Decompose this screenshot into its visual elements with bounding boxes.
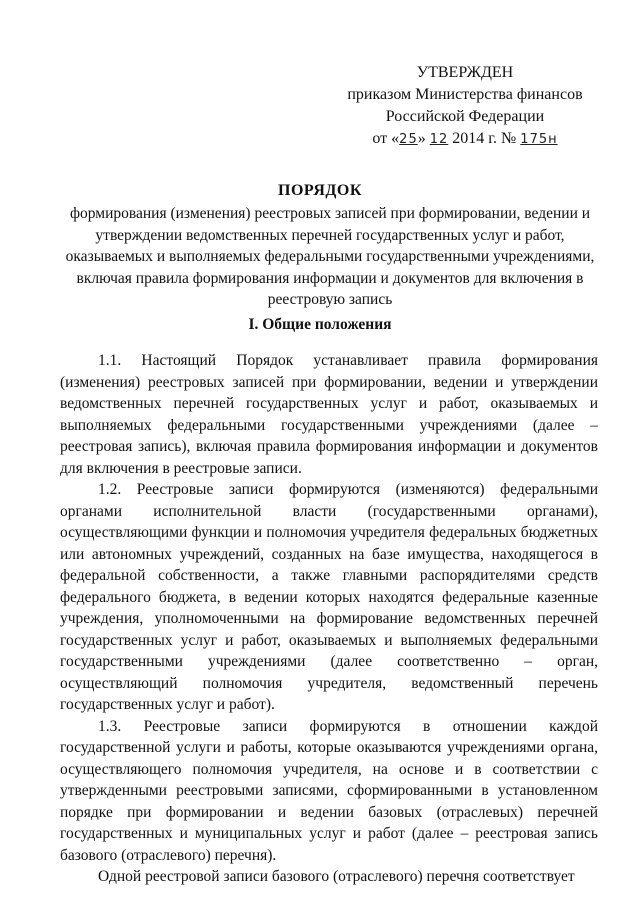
year-text: 2014 г. № [448, 130, 521, 147]
section-heading: I. Общие положения [248, 316, 392, 333]
document-title: ПОРЯДОК [278, 182, 362, 199]
approval-date-line [335, 128, 595, 151]
approval-stamp [335, 62, 595, 151]
handwritten-month: 12 [429, 132, 449, 147]
handwritten-number: 175н [520, 132, 558, 147]
paragraph-1-1: 1.1. Настоящий Порядок устанавливает правила формирования (изменения) реестровых записей при формировании, ведении и утверждении ведомственных перечней государственных услуг и работ, оказываемых и выполняемых федеральными государственными учреждениями (далее – реестровая запись), включая правила формирования информации и документов для включения в реестровые записи. [60, 352, 598, 477]
paragraph-continuation: Одной реестровой записи базового (отраслевого) перечня соответствует [98, 868, 575, 885]
approval-title: УТВЕРЖДЕН [416, 64, 514, 81]
approval-line-1: приказом Министерства финансов [347, 86, 583, 103]
paragraph-1-3: 1.3. Реестровые записи формируются в отношении каждой государственной услуги и работы, которые оказываются учреждениями органа, осуществляющего полномочия учредителя, на основе и в соответствии с утвержденными реестровыми записями, сформированными в установленном порядке при формировании и ведении базовых (отраслевых) перечней государственных и муниципальных услуг и работ (далее – реестровая запись базового (отраслевого) перечня). [60, 717, 598, 864]
document-subtitle: формирования (изменения) реестровых записей при формировании, ведении и утверждении ведомственных перечней государственных услуг и работ, оказываемых и выполняемых федеральными государственными учреждениями, включая правила формирования информации и документов для включения в реестровую запись [65, 205, 595, 308]
date-mid: » [417, 130, 430, 147]
document-body [60, 350, 598, 888]
handwritten-day: 25 [399, 132, 418, 147]
date-prefix: от « [372, 130, 400, 147]
paragraph-1-2: 1.2. Реестровые записи формируются (изменяются) федеральными органами исполнительной власти (государственными органами), осуществляющими функции и полномочия учредителя федеральных бюджетных или автономных учреждений, созданных на базе имущества, находящегося в федеральной собственности, а также главными распорядителями средств федерального бюджета, в ведении которых находятся федеральные казенные учреждения, уполномоченными на формирование ведомственных перечней государственных услуг и работ, оказываемых и выполняемых федеральными государственными учреждениями (далее соответственно – орган, осуществляющий полномочия учредителя, ведомственный перечень государственных услуг и работ). [60, 481, 598, 713]
approval-line-2: Российской Федерации [385, 108, 545, 125]
